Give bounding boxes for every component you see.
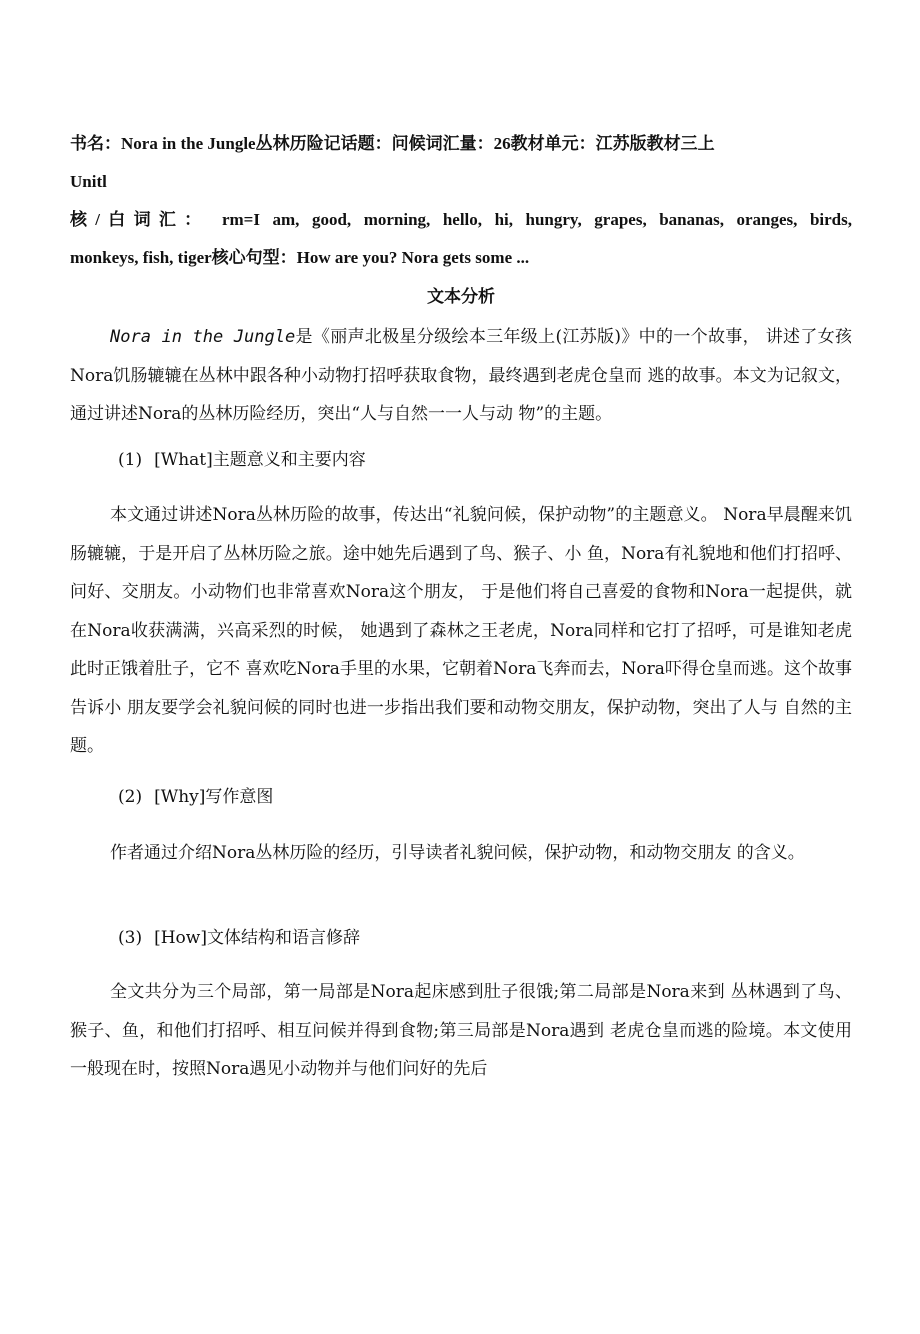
book-info-header — [70, 125, 852, 277]
intro-paragraph — [70, 318, 852, 434]
section-title: 文本分析 — [427, 287, 495, 307]
what-paragraph: 本文通过讲述Nora丛林历险的故事，传达出“礼貌问候，保护动物”的主题意义。 Nora早晨醒来饥肠辘辘，于是开启了丛林历险之旅。途中她先后遇到了鸟、猴子、小 鱼，Nora有礼貌地和他们打招呼、问好、交朋友。小动物们也非常喜欢Nora这个朋友， 于是他们将自己喜爱的食物和Nora一起提供，就在Nora收获满满，兴高采烈的时候， 她遇到了森林之王老虎，Nora同样和它打了招呼，可是谁知老虎此时正饿着肚子，它不 喜欢吃Nora手里的水果，它朝着Nora飞奔而去，Nora吓得仓皇而逃。这个故事告诉小 朋友要学会礼貌问候的同时也进一步指出我们要和动物交朋友，保护动物，突出了人与 自然的主题。 — [70, 505, 852, 756]
subheading-number: (1) — [118, 450, 143, 470]
book-info-line-1: 书名：Nora in the Jungle丛林历险记话题：问候词汇量：26教材单元：江苏版教材三上 — [70, 134, 715, 153]
subheading-why — [118, 785, 273, 809]
core-sentence-line: monkeys, fish, tiger核心句型：How are you? Nora gets some ... — [70, 248, 530, 267]
subheading-number: (3) — [118, 928, 143, 948]
book-info-line-2: Unitl — [70, 172, 107, 191]
why-paragraph: 作者通过介绍Nora丛林历险的经历，引导读者礼貌问候，保护动物，和动物交朋友 的含义。 — [110, 843, 805, 863]
intro-text: 是《丽声北极星分级绘本三年级上(江苏版)》中的一个故事， 讲述了女孩Nora饥肠辘辘在丛林中跟各种小动物打招呼获取食物，最终遇到老虎仓皇而 逃的故事。本文为记叙文，通过讲述Nora的丛林历险经历，突出“人与自然一一人与动 物”的主题。 — [70, 327, 852, 424]
book-title-italic: Nora in the Jungle — [110, 327, 296, 347]
subheading-label: [What]主题意义和主要内容 — [154, 450, 366, 470]
subheading-how — [118, 926, 360, 950]
subheading-label: [How]文体结构和语言修辞 — [154, 928, 360, 948]
subheading-label: [Why]写作意图 — [154, 787, 274, 807]
how-paragraph: 全文共分为三个局部，第一局部是Nora起床感到肚子很饿;第二局部是Nora来到 丛林遇到了鸟、猴子、鱼，和他们打招呼、相互问候并得到食物;第三局部是Nora遇到 老虎仓皇而逃的险境。本文使用一般现在时，按照Nora遇见小动物并与他们问好的先后 — [70, 982, 852, 1079]
core-vocabulary-line: 核/白词汇： rm=I am, good, morning, hello, hi, hungry, grapes, bananas, oranges, birds, — [70, 210, 852, 229]
subheading-what — [118, 448, 366, 472]
subheading-number: (2) — [118, 787, 143, 807]
